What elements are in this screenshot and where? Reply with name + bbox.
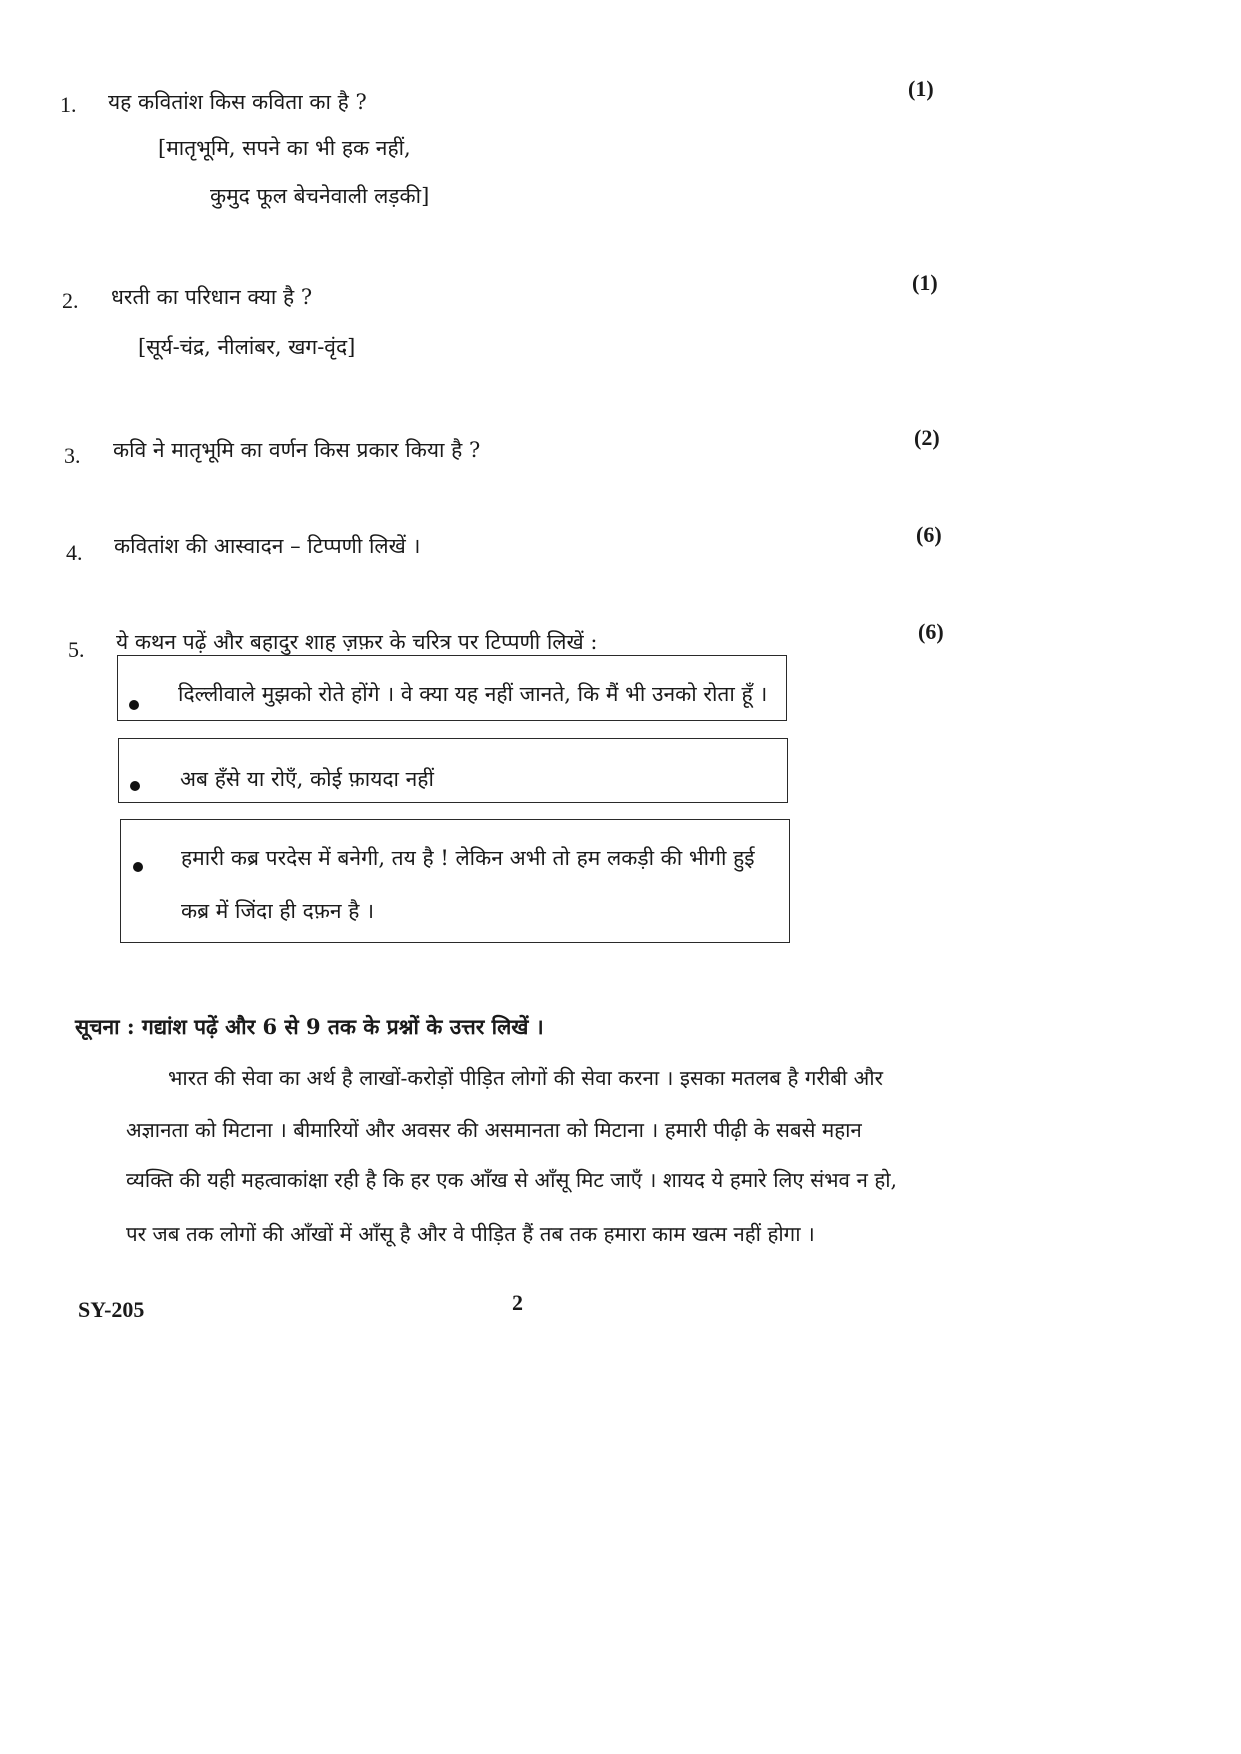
question-1-options-line2: कुमुद फूल बेचनेवाली लड़की] <box>210 184 430 208</box>
question-3-text: कवि ने मातृभूमि का वर्णन किस प्रकार किया है ? <box>113 438 481 462</box>
question-4-marks: (6) <box>916 522 942 547</box>
bullet-icon <box>130 781 140 791</box>
quote-box-3 <box>120 819 790 943</box>
passage-line-3: व्यक्ति की यही महत्वाकांक्षा रही है कि हर एक आँख से आँसू मिट जाएँ । शायद ये हमारे लिए संभव न हो, <box>126 1168 898 1192</box>
question-4-text: कवितांश की आस्वादन – टिप्पणी लिखें । <box>114 534 421 558</box>
question-1-number: 1. <box>60 92 77 117</box>
question-5-text: ये कथन पढ़ें और बहादुर शाह ज़फ़र के चरित्र पर टिप्पणी लिखें : <box>116 630 598 654</box>
passage-line-1: भारत की सेवा का अर्थ है लाखों-करोड़ों पीड़ित लोगों की सेवा करना । इसका मतलब है गरीबी और <box>168 1066 884 1090</box>
page-number: 2 <box>512 1290 523 1315</box>
question-1-marks: (1) <box>908 76 934 101</box>
question-1-text: यह कवितांश किस कविता का है ? <box>108 90 367 114</box>
quote-3-line1: हमारी कब्र परदेस में बनेगी, तय है ! लेकिन अभी तो हम लकड़ी की भीगी हुई <box>181 846 755 870</box>
bullet-icon <box>129 700 139 710</box>
notice-heading: सूचना : गद्यांश पढ़ें और 6 से 9 तक के प्रश्नों के उत्तर लिखें । <box>75 1014 544 1039</box>
question-4-number: 4. <box>66 540 83 565</box>
question-1-options-line1: [मातृभूमि, सपने का भी हक नहीं, <box>158 136 411 160</box>
question-5-number: 5. <box>68 637 85 662</box>
question-5-marks: (6) <box>918 619 944 644</box>
quote-2-text: अब हँसे या रोएँ, कोई फ़ायदा नहीं <box>180 767 434 791</box>
bullet-icon <box>133 862 143 872</box>
question-2-text: धरती का परिधान क्या है ? <box>111 285 313 309</box>
quote-box-2 <box>118 738 788 803</box>
quote-box-1 <box>117 655 787 721</box>
passage-line-2: अज्ञानता को मिटाना । बीमारियों और अवसर की असमानता को मिटाना । हमारी पीढ़ी के सबसे महान <box>126 1118 862 1142</box>
quote-1-text: दिल्लीवाले मुझको रोते होंगे । वे क्या यह नहीं जानते, कि मैं भी उनको रोता हूँ । <box>178 682 768 706</box>
quote-3-line2: कब्र में जिंदा ही दफ़न है । <box>181 899 375 923</box>
question-2-number: 2. <box>62 288 79 313</box>
question-2-marks: (1) <box>912 270 938 295</box>
paper-code: SY-205 <box>78 1297 145 1322</box>
question-3-marks: (2) <box>914 425 940 450</box>
passage-line-4: पर जब तक लोगों की आँखों में आँसू है और वे पीड़ित हैं तब तक हमारा काम खत्म नहीं होगा । <box>126 1222 815 1246</box>
question-2-options: [सूर्य-चंद्र, नीलांबर, खग-वृंद] <box>138 335 356 359</box>
question-3-number: 3. <box>64 443 81 468</box>
